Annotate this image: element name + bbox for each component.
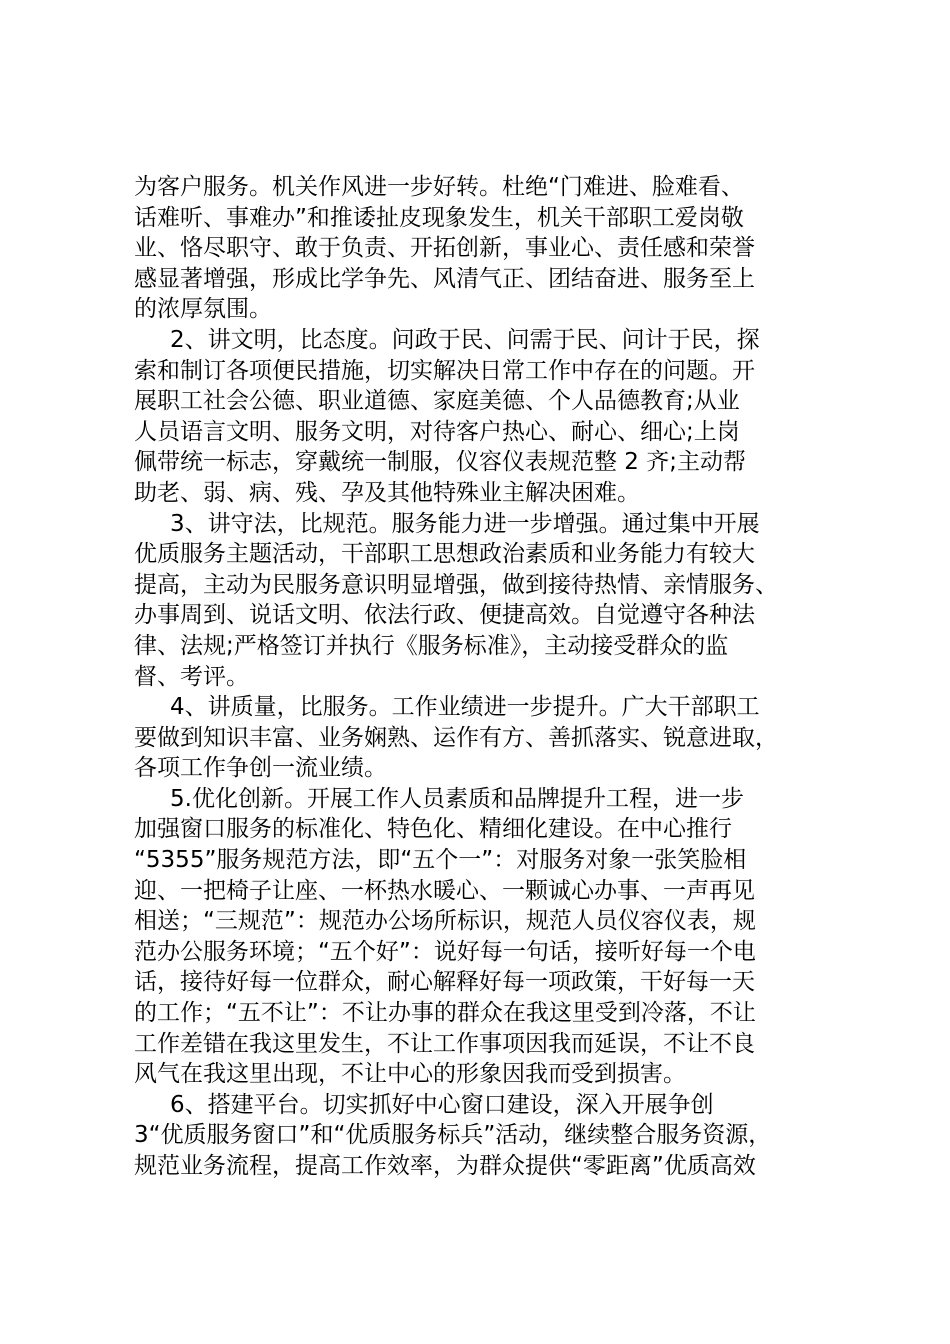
text-line: 规范业务流程，提高工作效率，为群众提供“零距离”优质高效 (134, 1153, 756, 1179)
text-line: 3“优质服务窗口”和“优质服务标兵”活动，继续整合服务资源， (134, 1122, 772, 1149)
text-line: 风气在我这里出现，不让中心的形象因我而受到损害。 (134, 1061, 686, 1088)
text-line: 要做到知识丰富、业务娴熟、运作有方、善抓落实、锐意进取， (134, 724, 778, 751)
paragraph-first-line: 2、讲文明，比态度。问政于民、问需于民、问计于民，探 (170, 326, 760, 353)
text-line: 展职工社会公德、职业道德、家庭美德、个人品德教育;从业 (134, 388, 740, 415)
text-line: 话，接待好每一位群众，耐心解释好每一项政策，干好每一天 (134, 969, 755, 996)
text-line: 迎、一把椅子让座、一杯热水暖心、一颗诚心办事、一声再见 (134, 877, 755, 904)
text-line: 佩带统一标志，穿戴统一制服，仪容仪表规范整 2 齐;主动帮 (134, 449, 747, 476)
text-line: 索和制订各项便民措施，切实解决日常工作中存在的问题。开 (134, 357, 755, 384)
text-line: 感显著增强，形成比学争先、风清气正、团结奋进、服务至上 (134, 265, 755, 292)
text-line: 工作差错在我这里发生，不让工作事项因我而延误，不让不良 (134, 1030, 755, 1057)
paragraph-first-line: 4、讲质量，比服务。工作业绩进一步提升。广大干部职工 (170, 694, 760, 721)
paragraph-first-line: 3、讲守法，比规范。服务能力进一步增强。通过集中开展 (170, 510, 760, 537)
paragraph-first-line: 5.优化创新。开展工作人员素质和品牌提升工程，进一步 (170, 785, 744, 812)
text-line: 范办公服务环境；“五个好”：说好每一句话，接听好每一个电 (134, 938, 756, 965)
text-line: 各项工作争创一流业绩。 (134, 755, 387, 782)
text-line: 助老、弱、病、残、孕及其他特殊业主解决困难。 (134, 479, 640, 506)
paragraph-first-line: 6、搭建平台。切实抓好中心窗口建设，深入开展争创 (170, 1091, 714, 1118)
text-line: 加强窗口服务的标准化、特色化、精细化建设。在中心推行 (134, 816, 732, 843)
text-line: 的浓厚氛围。 (134, 296, 272, 323)
text-line: 优质服务主题活动，干部职工思想政治素质和业务能力有较大 (134, 541, 755, 568)
document-body (134, 172, 854, 1182)
text-line: 话难听、事难办”和推诿扯皮现象发生，机关干部职工爱岗敬 (134, 204, 744, 231)
text-line: 提高，主动为民服务意识明显增强，做到接待热情、亲情服务、 (134, 571, 778, 598)
text-line: 办事周到、说话文明、依法行政、便捷高效。自觉遵守各种法 (134, 602, 755, 629)
text-line: 督、考评。 (134, 663, 249, 690)
text-line: 业、恪尽职守、敢于负责、开拓创新，事业心、责任感和荣誉 (134, 235, 755, 262)
text-line: 相送；“三规范”：规范办公场所标识，规范人员仪容仪表，规 (134, 908, 756, 935)
text-line: 的工作；“五不让”：不让办事的群众在我这里受到冷落，不让 (134, 1000, 756, 1027)
text-line: 律、法规;严格签订并执行《服务标准》，主动接受群众的监 (134, 632, 729, 659)
text-line: “5355”服务规范方法，即“五个一”：对服务对象一张笑脸相 (134, 847, 747, 874)
text-line: 为客户服务。机关作风进一步好转。杜绝“门难进、脸难看、 (134, 174, 744, 200)
text-line: 人员语言文明、服务文明，对待客户热心、耐心、细心;上岗 (134, 418, 740, 445)
